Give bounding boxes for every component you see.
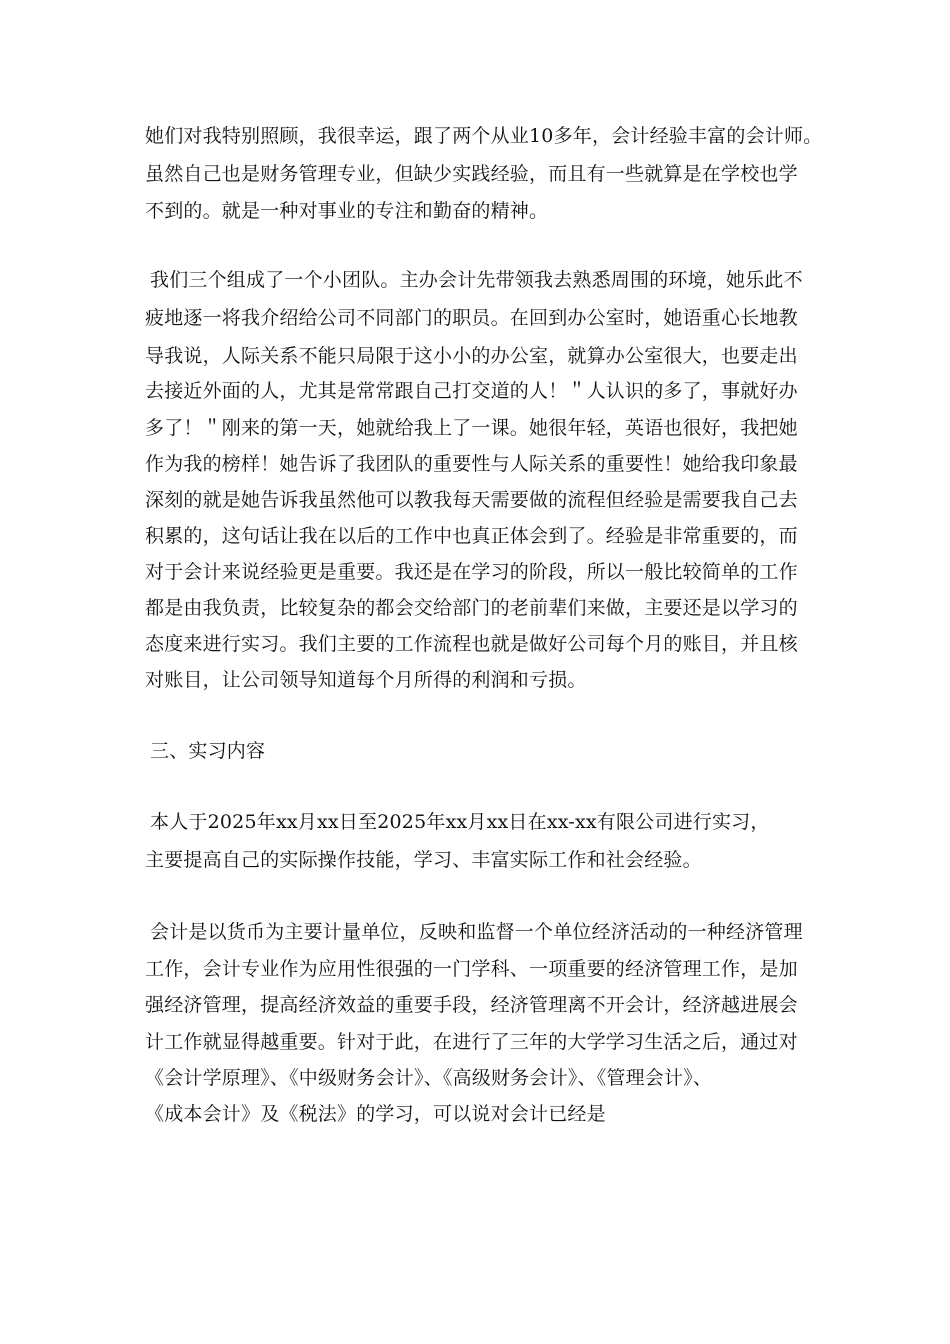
paragraph-2-line-2: 疲地逐一将我介绍给公司不同部门的职员。在回到办公室时，她语重心长地教	[145, 307, 798, 329]
paragraph-3-line-2: 主要提高自己的实际操作技能，学习、丰富实际工作和社会经验。	[145, 849, 702, 871]
paragraph-2-line-8: 积累的，这句话让我在以后的工作中也真正体会到了。经验是非常重要的，而	[145, 525, 798, 547]
paragraph-2-line-1: 我们三个组成了一个小团队。主办会计先带领我去熟悉周围的环境，她乐此不	[150, 269, 803, 291]
paragraph-2-line-4: 去接近外面的人，尤其是常常跟自己打交道的人！＂人认识的多了，事就好办	[145, 380, 798, 402]
paragraph-2-line-6: 作为我的榜样！她告诉了我团队的重要性与人际关系的重要性！她给我印象最	[145, 453, 798, 475]
paragraph-3-line-1: 本人于2025年xx月xx日至2025年xx月xx日在xx-xx有限公司进行实习，	[150, 811, 770, 833]
paragraph-2-line-9: 对于会计来说经验更是重要。我还是在学习的阶段，所以一般比较简单的工作	[145, 561, 798, 583]
paragraph-2-line-3: 导我说，人际关系不能只局限于这小小的办公室，就算办公室很大，也要走出	[145, 345, 798, 367]
paragraph-2-line-10: 都是由我负责，比较复杂的都会交给部门的老前辈们来做，主要还是以学习的	[145, 597, 798, 619]
section-heading: 三、实习内容	[150, 740, 266, 762]
paragraph-2-line-12: 对账目，让公司领导知道每个月所得的利润和亏损。	[145, 669, 587, 691]
paragraph-2-line-5: 多了！＂刚来的第一天，她就给我上了一课。她很年轻，英语也很好，我把她	[145, 417, 798, 439]
paragraph-2-line-7: 深刻的就是她告诉我虽然他可以教我每天需要做的流程但经验是需要我自己去	[145, 489, 798, 511]
paragraph-4-line-6: 《成本会计》及《税法》的学习，可以说对会计已经是	[145, 1103, 606, 1125]
paragraph-4-line-3: 强经济管理，提高经济效益的重要手段，经济管理离不开会计，经济越进展会	[145, 994, 798, 1016]
paragraph-4-line-4: 计工作就显得越重要。针对于此，在进行了三年的大学学习生活之后，通过对	[145, 1031, 798, 1053]
paragraph-1-line-3: 不到的。就是一种对事业的专注和勤奋的精神。	[145, 200, 549, 222]
paragraph-1-line-2: 虽然自己也是财务管理专业，但缺少实践经验，而且有一些就算是在学校也学	[145, 163, 798, 185]
paragraph-4-line-2: 工作，会计专业作为应用性很强的一门学科、一项重要的经济管理工作，是加	[145, 958, 798, 980]
paragraph-2-line-11: 态度来进行实习。我们主要的工作流程也就是做好公司每个月的账目，并且核	[145, 633, 798, 655]
paragraph-4-line-1: 会计是以货币为主要计量单位，反映和监督一个单位经济活动的一种经济管理	[150, 921, 803, 943]
paragraph-4-line-5: 《会计学原理》、《中级财务会计》、《高级财务会计》、《管理会计》、	[145, 1067, 713, 1089]
paragraph-1-line-1: 她们对我特别照顾，我很幸运，跟了两个从业10多年，会计经验丰富的会计师。	[145, 125, 823, 147]
